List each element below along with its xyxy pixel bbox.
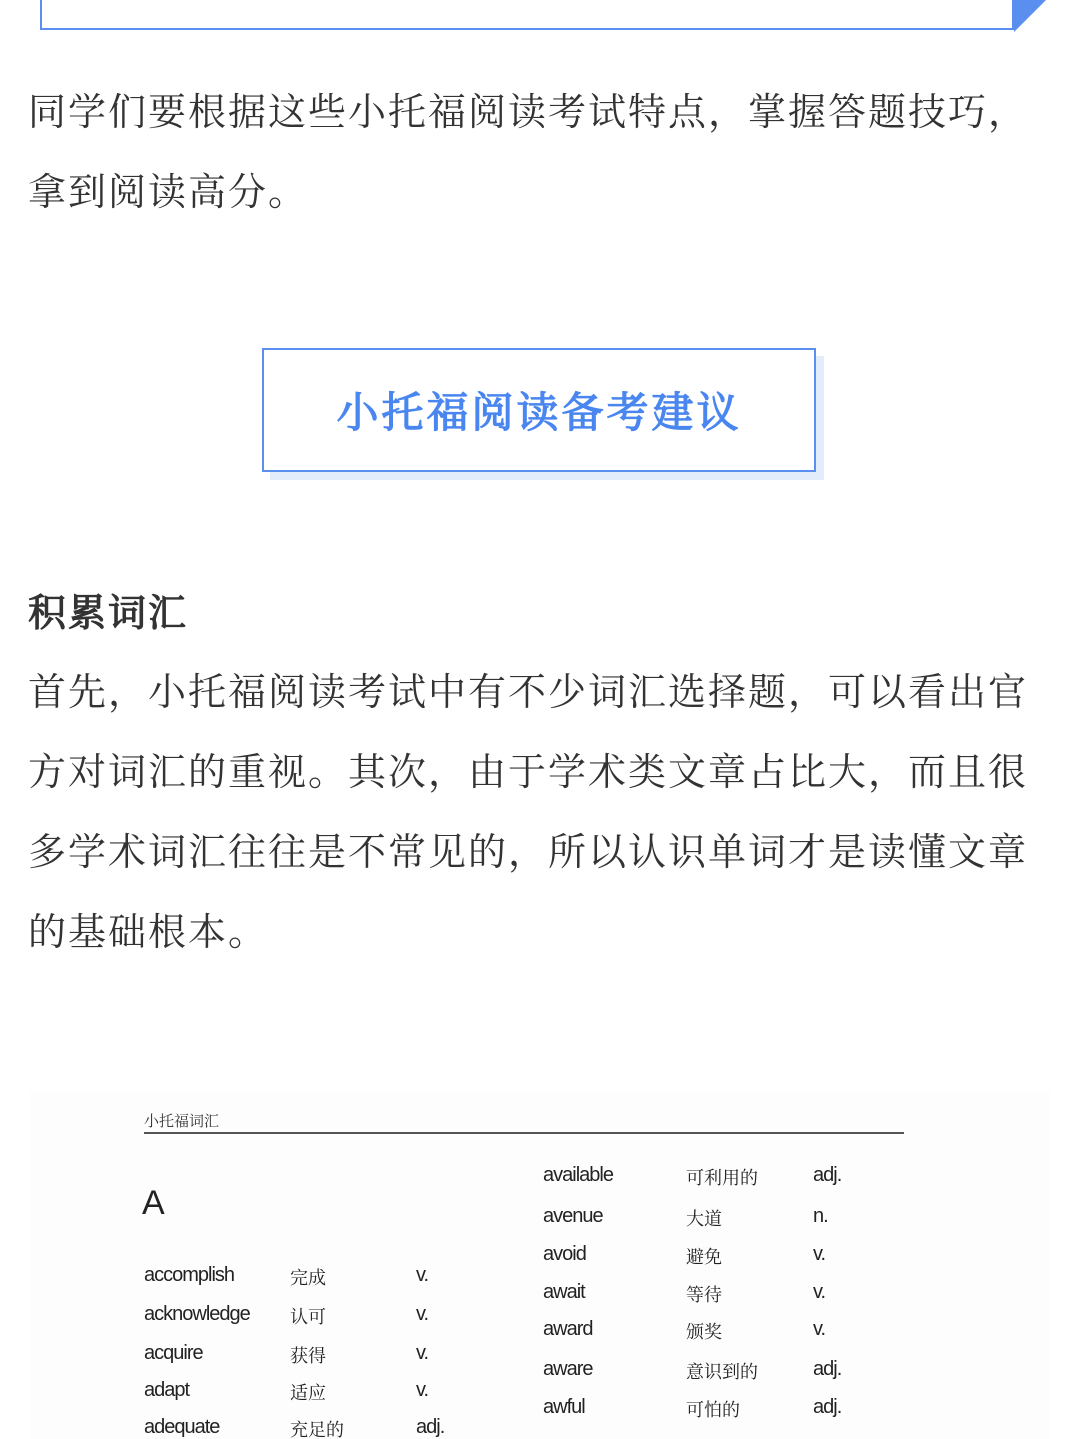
vocab-meaning: 大道: [686, 1209, 722, 1230]
intro-paragraph: 同学们要根据这些小托福阅读考试特点，掌握答题技巧，拿到阅读高分。: [28, 90, 1029, 214]
vocab-pos: adj.: [416, 1416, 445, 1438]
vocab-letter-heading: A: [142, 1184, 165, 1222]
vocab-pos: v.: [416, 1303, 429, 1325]
vocab-word: aware: [543, 1358, 593, 1380]
vocab-meaning: 颁奖: [686, 1322, 722, 1343]
vocab-meaning: 适应: [290, 1383, 326, 1404]
vocab-list-image: [30, 1092, 1050, 1439]
vocab-paragraph: 首先，小托福阅读考试中有不少词汇选择题，可以看出官方对词汇的重视。其次，由于学术类文章占比大，而且很多学术词汇往往是不常见的，所以认识单词才是读懂文章的基础根本。: [28, 670, 1029, 954]
vocab-heading: 积累词汇: [28, 591, 189, 635]
vocab-word: adapt: [144, 1379, 190, 1401]
vocab-word: accomplish: [144, 1264, 235, 1286]
vocab-meaning: 充足的: [290, 1420, 344, 1439]
vocab-word: acquire: [144, 1342, 203, 1364]
section-title: 小托福阅读备考建议: [262, 348, 816, 472]
vocab-pos: v.: [416, 1264, 429, 1286]
top-bordered-box: [40, 0, 1014, 30]
vocab-meaning: 意识到的: [686, 1362, 758, 1383]
vocab-pos: v.: [813, 1281, 826, 1303]
vocab-word: adequate: [144, 1416, 220, 1438]
vocab-pos: adj.: [813, 1164, 842, 1186]
vocab-word: avoid: [543, 1243, 586, 1265]
vocab-meaning: 可怕的: [686, 1400, 740, 1421]
vocab-pos: n.: [813, 1205, 828, 1227]
vocab-meaning: 可利用的: [686, 1168, 758, 1189]
vocab-meaning: 获得: [290, 1346, 326, 1367]
vocab-word: available: [543, 1164, 613, 1186]
vocab-word: acknowledge: [144, 1303, 250, 1325]
vocab-word: avenue: [543, 1205, 603, 1227]
vocab-meaning: 认可: [290, 1307, 326, 1328]
vocab-meaning: 完成: [290, 1268, 326, 1289]
vocab-pos: v.: [813, 1243, 826, 1265]
top-box-corner-accent: [1014, 0, 1048, 32]
vocab-pos: v.: [813, 1318, 826, 1340]
vocab-meaning: 等待: [686, 1285, 722, 1306]
vocab-pos: adj.: [813, 1396, 842, 1418]
vocab-word: award: [543, 1318, 593, 1340]
section-title-box: [262, 348, 816, 472]
vocab-pos: adj.: [813, 1358, 842, 1380]
vocab-list-header: 小托福词汇: [144, 1112, 220, 1130]
vocab-header-rule: [144, 1132, 904, 1134]
vocab-word: await: [543, 1281, 585, 1303]
vocab-meaning: 避免: [686, 1247, 722, 1268]
vocab-pos: v.: [416, 1342, 429, 1364]
vocab-pos: v.: [416, 1379, 429, 1401]
vocab-word: awful: [543, 1396, 585, 1418]
